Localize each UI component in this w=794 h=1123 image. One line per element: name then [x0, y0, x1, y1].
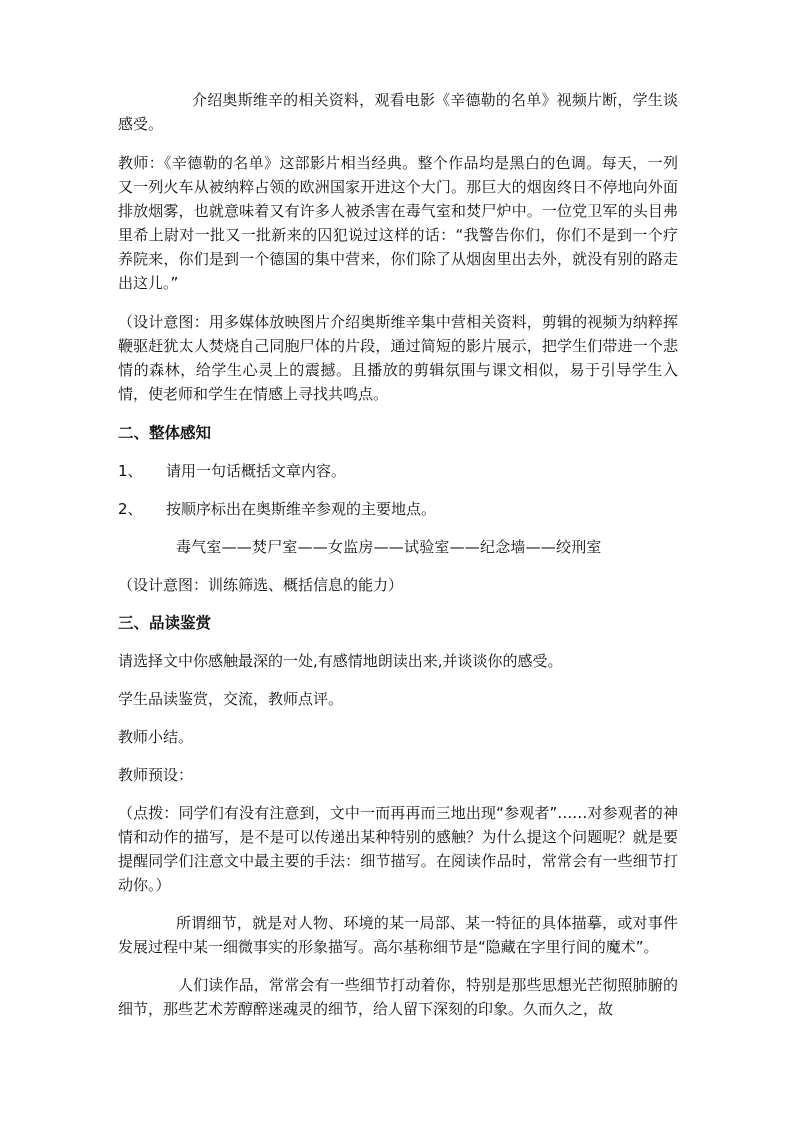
detail-effect-paragraph: 人们读作品，常常会有一些细节打动着你，特别是那些思想光芒彻照肺腑的细节，那些艺术芳醇醉迷魂灵的细节，给人留下深刻的印象。久而久之，故 — [118, 976, 678, 1018]
task-paragraph: 请选择文中你感触最深的一处,有感情地朗读出来,并谈谈你的感受。 — [118, 652, 563, 670]
summary-paragraph: 教师小结。 — [118, 728, 194, 746]
numbered-item — [118, 497, 678, 521]
teacher-speech-paragraph: 教师：《辛德勒的名单》这部影片相当经典。整个作品均是黑白的色调。每天，一列又一列火车从被纳粹占领的欧洲国家开进这个大门。那巨大的烟囱终日不停地向外面排放烟雾，也就意味着又有许多人被杀害在毒气室和焚尸炉中。一位党卫军的头目弗里希上尉对一批又一批新来的囚犯说过这样的话：“我警告你们，你们不是到一个疗养院来，你们是到一个德国的集中营来，你们除了从烟囱里出去外，就没有别的路走出这儿。” — [118, 154, 678, 292]
numbered-item — [118, 459, 678, 483]
section-heading-appreciation: 三、品读鉴赏 — [118, 614, 212, 632]
location-route: 毒气室——焚尸室——女监房——试验室——纪念墙——绞刑室 — [176, 538, 602, 556]
item-number: 1、 — [118, 462, 143, 480]
item-number: 2、 — [118, 500, 143, 518]
activity-paragraph: 学生品读鉴赏，交流，教师点评。 — [118, 690, 344, 708]
item-text: 按顺序标出在奥斯维辛参观的主要地点。 — [166, 500, 437, 518]
intro-paragraph: 介绍奥斯维辛的相关资料，观看电影《辛德勒的名单》视频片断，学生谈感受。 — [118, 91, 678, 133]
design-note-paragraph: （设计意图：训练筛选、概括信息的能力） — [118, 576, 404, 594]
detail-definition-paragraph: 所谓细节，就是对人物、环境的某一局部、某一特征的具体描摹，或对事件发展过程中某一细微事实的形象描写。高尔基称细节是“隐藏在字里行间的魔术”。 — [118, 914, 678, 956]
section-heading-overall: 二、整体感知 — [118, 424, 212, 442]
design-note-paragraph: （设计意图：用多媒体放映图片介绍奥斯维辛集中营相关资料，剪辑的视频为纳粹挥鞭驱赶犹太人焚烧自己同胞尸体的片段，通过简短的影片展示，把学生们带进一个悲情的森林，给学生心灵上的震撼。且播放的剪辑氛围与课文相似，易于引导学生入情，使老师和学生在情感上寻找共鸣点。 — [118, 313, 678, 403]
hint-paragraph: （点拨：同学们有没有注意到，文中一而再再而三地出现“参观者”……对参观者的神情和动作的描写，是不是可以传递出某种特别的感触？为什么提这个问题呢？就是要提醒同学们注意文中最主要的手法：细节描写。在阅读作品时，常常会有一些细节打动你。） — [118, 804, 678, 894]
document-page — [118, 88, 678, 1021]
item-text: 请用一句话概括文章内容。 — [166, 462, 347, 480]
preset-paragraph: 教师预设： — [118, 766, 194, 784]
